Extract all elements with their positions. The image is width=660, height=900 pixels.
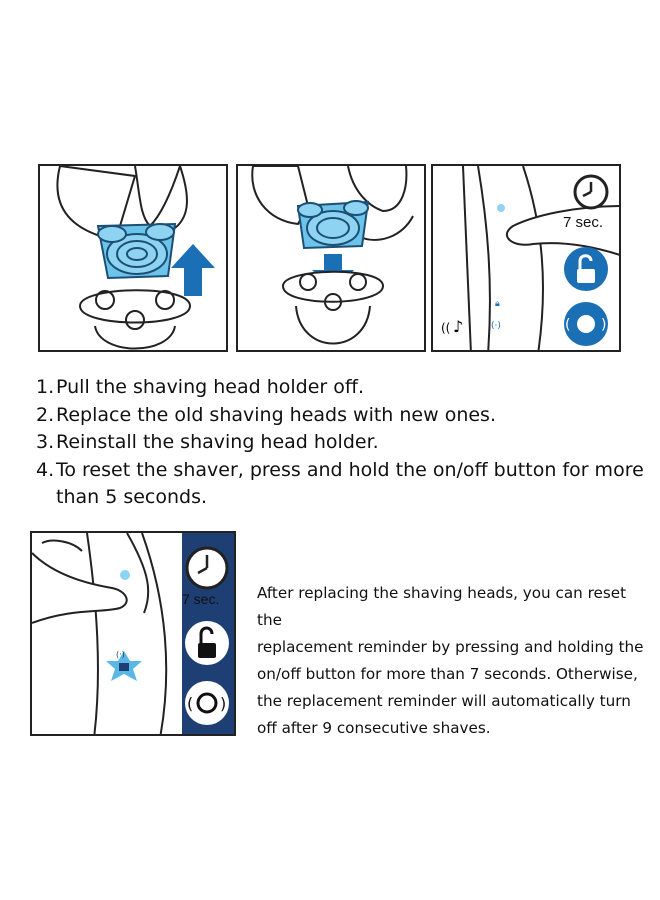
illustration-replace-heads	[236, 164, 426, 352]
list-item	[36, 374, 646, 402]
step-text: To reset the shaver, press and hold the on/off button for more than 5 seconds.	[56, 458, 644, 508]
note-line: After replacing the shaving heads, you can reset the	[257, 584, 627, 629]
step-text: Replace the old shaving heads with new ones.	[56, 403, 496, 426]
list-item	[36, 429, 646, 457]
unlock-icon	[185, 621, 229, 665]
svg-text:(: (	[565, 317, 571, 333]
svg-text:♪: ♪	[453, 317, 464, 336]
svg-text:(·): (·)	[116, 650, 125, 659]
list-item	[36, 457, 646, 512]
shaver-base	[80, 290, 190, 348]
step-number: 1.	[36, 376, 55, 398]
illustration-reminder-reset	[30, 531, 236, 736]
reminder-note	[257, 580, 647, 742]
arrow-up-icon	[171, 244, 215, 296]
timer-icon	[575, 176, 607, 208]
shaving-head-reset-icon	[564, 302, 608, 346]
list-item	[36, 402, 646, 430]
note-line: the replacement reminder will automatically turn	[257, 692, 631, 710]
timer-label: 7 sec.	[182, 591, 220, 607]
note-line: on/off button for more than 7 seconds. Otherwise,	[257, 665, 638, 683]
shaving-head-reset-icon	[185, 681, 229, 725]
svg-text:): )	[601, 317, 607, 333]
instruction-steps	[36, 374, 646, 512]
svg-text:(: (	[187, 694, 194, 713]
timer-icon	[187, 548, 227, 588]
step-text: Reinstall the shaving head holder.	[56, 431, 379, 453]
timer-label: 7 sec.	[563, 214, 604, 231]
step-number: 4.	[36, 458, 55, 481]
step-number: 2.	[36, 403, 55, 426]
illustration-reset-button	[431, 164, 621, 352]
svg-text:(·): (·)	[491, 321, 501, 331]
sound-icon	[441, 317, 463, 336]
shaving-head-holder	[98, 224, 175, 278]
svg-text:): )	[220, 694, 227, 713]
step-number: 3.	[36, 431, 55, 453]
shaver-base	[283, 272, 383, 344]
unlock-icon	[564, 247, 608, 291]
illustration-pull-holder	[38, 164, 228, 352]
note-line: replacement reminder by pressing and holding the	[257, 638, 644, 656]
lock-indicator-icon	[491, 299, 501, 331]
note-line: off after 9 consecutive shaves.	[257, 719, 491, 737]
svg-text:((: ((	[441, 321, 451, 335]
svg-text:🔒︎: 🔒︎	[495, 299, 500, 309]
step-text: Pull the shaving head holder off.	[56, 376, 365, 398]
shaving-head-holder	[298, 201, 368, 248]
